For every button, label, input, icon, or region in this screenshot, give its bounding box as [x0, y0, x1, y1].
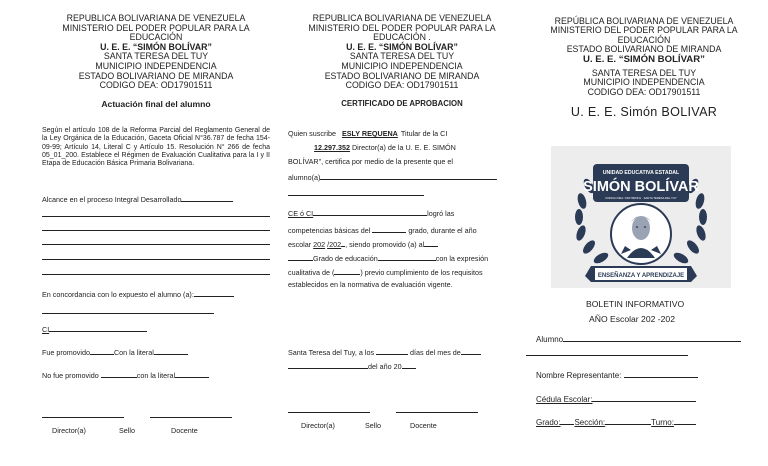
seal-name-text: SIMÓN BOLÍVAR	[583, 179, 699, 195]
header-school-name: U. E. E. “SIMÓN BOLÍVAR”	[100, 41, 212, 52]
header-line: REPUBLICA BOLIVARIANA DE VENEZUELA	[66, 13, 246, 23]
director-signature-line[interactable]	[288, 411, 370, 413]
shift-field[interactable]	[674, 416, 696, 425]
blank-line[interactable]	[42, 243, 270, 245]
seal-label: Sello	[119, 426, 135, 435]
header-line: ESTADO BOLIVARIANO DE MIRANDA	[566, 44, 722, 55]
header-line: MINISTERIO DEL PODER POPULAR PARA LA	[550, 25, 738, 36]
escolar-text-2: , siendo promovido (a) al	[345, 240, 425, 249]
director-ci-number: 12.297.352	[314, 143, 350, 152]
escolar-line	[288, 238, 438, 249]
grade-education-blank[interactable]	[378, 252, 436, 261]
header-school-name: U. E. E. “SIMÓN BOLÍVAR”	[346, 41, 458, 52]
student-name-field[interactable]	[563, 333, 741, 342]
bulletin-title: BOLETIN INFORMATIVO	[586, 299, 685, 309]
cualitativa-text: cualitativa de (	[288, 268, 335, 277]
header-line: EDUCACIÓN	[129, 32, 183, 43]
ci-director-line	[288, 143, 456, 152]
seal-top-text: UNIDAD EDUCATIVA ESTADAL	[602, 170, 680, 176]
alumno-line	[288, 171, 497, 182]
school-header	[36, 0, 276, 91]
school-id-label: Cédula Escolar:	[536, 395, 593, 404]
logro-text: logró las	[427, 209, 455, 218]
header-line: MUNICIPIO INDEPENDENCIA	[95, 60, 217, 71]
teacher-label: Docente	[410, 421, 437, 430]
shift-label: Turno:	[651, 418, 674, 427]
header-line: EDUCACIÓN .	[373, 32, 431, 43]
grado-line	[288, 252, 488, 263]
header-line: ESTADO BOLIVARIANO DE MIRANDA	[78, 70, 234, 81]
competencias-text: competencias básicas del	[288, 226, 371, 235]
quien-suscribe-line	[288, 129, 447, 138]
representative-line	[536, 369, 698, 380]
ce-ci-blank[interactable]	[313, 207, 427, 216]
blank-line[interactable]	[42, 229, 270, 231]
ci-text: CI	[42, 325, 50, 334]
grado-text: Grado de educación	[313, 254, 378, 263]
grado-text-2: con la expresión	[435, 254, 489, 263]
year-start: 202	[313, 240, 326, 249]
cualitativa-text-2: ) previo cumplimiento de los requisitos	[360, 268, 483, 277]
seal-label: Sello	[365, 421, 381, 430]
student-label: Alumno	[536, 335, 564, 344]
promoted-blank[interactable]	[90, 346, 114, 355]
school-id-field[interactable]	[592, 393, 696, 402]
promoted-text: Fue promovido	[42, 348, 90, 357]
concordancia-label	[42, 288, 234, 299]
school-seal-image	[551, 146, 731, 288]
section-title: Actuación final del alumno	[101, 98, 211, 109]
quien-text: Quien suscribe	[288, 129, 336, 138]
not-promoted-literal-blank[interactable]	[175, 369, 209, 378]
ci-blank[interactable]	[49, 323, 147, 332]
final-performance-panel	[36, 0, 276, 466]
establecidos-line: establecidos en la normativa de evaluación vigente.	[288, 280, 453, 289]
header-line: MINISTERIO DEL PODER POPULAR PARA LA	[308, 22, 496, 33]
teacher-signature-line[interactable]	[150, 416, 232, 418]
promoted-to-blank[interactable]	[424, 238, 438, 247]
titular-text: Titular de la CI	[400, 129, 448, 138]
header-line: MINISTERIO DEL PODER POPULAR PARA LA	[62, 22, 250, 33]
not-promoted-blank[interactable]	[101, 369, 137, 378]
header-line: REPUBLICA BOLIVARIANA DE VENEZUELA	[312, 13, 492, 23]
section-field[interactable]	[605, 416, 651, 425]
blank-line[interactable]	[288, 360, 368, 369]
school-id-line	[536, 393, 696, 404]
day-blank[interactable]	[376, 346, 408, 355]
blank-line[interactable]	[42, 215, 270, 217]
representative-field[interactable]	[624, 369, 698, 378]
header-line: CODIGO DEA: OD17901511	[345, 80, 459, 91]
seal-small-text: CODIGO DEA: OD17901511 · SANTA TERESA DEL TUY	[605, 196, 677, 200]
header-line: REPÚBLICA BOLIVARIANA DE VENEZUELA	[554, 16, 734, 26]
regulation-paragraph: Según el artículo 108 de la Reforma Parcial del Reglamento General de la Ley Orgánica de la Educación, Gaceta Oficial N°36.787 de fecha 154-09-99; Artículo 14, Literal C y Artículo 15. Resolución N° 266 de fecha 05_01_200. Establece el Régimen de Evaluación Cualitativa para la I y II Etapa de Educación Básica Primaria Bolivariana.	[42, 127, 270, 168]
director-label: Director(a)	[52, 426, 86, 435]
ci-label	[42, 323, 147, 334]
blank-line[interactable]	[42, 258, 270, 260]
del-ano-text: del año 20	[368, 362, 402, 371]
not-promoted-text: No fue promovido	[42, 371, 99, 380]
year-suffix-blank[interactable]	[402, 360, 416, 369]
motto-text: ENSEÑANZA Y APRENDIZAJE	[597, 273, 685, 279]
school-year-label: AÑO Escolar 202 -202	[589, 314, 675, 324]
header-line: MUNICIPIO INDEPENDENCIA	[583, 77, 705, 88]
representative-label: Nombre Representante:	[536, 371, 622, 380]
concordancia-text: En concordancia con lo expuesto el alumno (a):	[42, 290, 194, 299]
grade-number-blank[interactable]	[288, 252, 313, 261]
ce-ci-line	[288, 207, 454, 218]
director-signature-line[interactable]	[42, 416, 124, 418]
school-header	[526, 0, 762, 97]
student-line	[536, 333, 741, 344]
bolivar-cert-line: BOLÍVAR", certifica por medio de la presente que el	[288, 157, 454, 166]
seal-emblem	[551, 146, 731, 288]
director-text: Director(a) de la U. E. E. SIMÓN	[351, 143, 456, 152]
alcance-label	[42, 193, 233, 204]
promoted-literal-text: Con la literal	[113, 348, 154, 357]
header-line: SANTA TERESA DEL TUY	[349, 51, 455, 62]
literal-blank[interactable]	[334, 266, 360, 275]
header-line: EDUCACIÓN	[617, 34, 671, 45]
blank-line[interactable]	[42, 312, 214, 314]
year-line	[288, 360, 416, 371]
santa-teresa-text: Santa Teresa del Tuy, a los	[288, 348, 375, 357]
director-label: Director(a)	[301, 421, 335, 430]
director-name: ESLY REQUENA	[341, 129, 398, 138]
ce-ci-text: CE ó CI	[288, 209, 314, 218]
competencias-text-2: grado, durante el año	[408, 226, 477, 235]
school-name-title: U. E. E. Simón BOLIVAR	[570, 105, 718, 120]
month-blank[interactable]	[461, 346, 481, 355]
grade-field[interactable]	[560, 416, 574, 425]
header-line: MUNICIPIO INDEPENDENCIA	[341, 60, 463, 71]
promoted-line	[42, 346, 188, 357]
grade-blank[interactable]	[372, 224, 406, 233]
header-school-name: U. E. E. “SIMÓN BOLÍVAR”	[583, 53, 705, 65]
not-promoted-line	[42, 369, 209, 380]
section-label: Sección:	[574, 418, 606, 427]
alcance-text: Alcance en el proceso Integral Desarrollado	[42, 195, 182, 204]
alcance-blank[interactable]	[181, 193, 233, 202]
teacher-signature-line[interactable]	[396, 411, 478, 413]
concordancia-blank[interactable]	[194, 288, 234, 297]
not-promoted-literal-text: con la literal	[136, 371, 176, 380]
header-line: ESTADO BOLIVARIANO DE MIRANDA	[324, 70, 480, 81]
blank-line[interactable]	[42, 273, 270, 275]
escolar-text: escolar	[288, 240, 312, 249]
header-line: SANTA TERESA DEL TUY	[591, 68, 697, 79]
alumno-text: alumno(a)	[288, 173, 321, 182]
month-text: días del mes de	[410, 348, 461, 357]
header-line: CODIGO DEA: OD17901511	[587, 86, 701, 97]
school-header	[286, 0, 518, 91]
competencias-line	[288, 224, 477, 235]
grade-label: Grado:	[536, 418, 561, 427]
alumno-blank[interactable]	[320, 171, 497, 180]
grade-section-line	[536, 416, 696, 427]
cualitativa-line	[288, 266, 483, 277]
santa-teresa-line	[288, 346, 481, 357]
certificate-title: CERTIFICADO DE APROBACION	[341, 98, 463, 108]
header-line: SANTA TERESA DEL TUY	[103, 51, 209, 62]
promoted-literal-blank[interactable]	[154, 346, 188, 355]
blank-line[interactable]	[288, 194, 424, 196]
blank-line[interactable]	[526, 354, 688, 356]
year-end: /202	[327, 240, 342, 249]
header-line: CODIGO DEA: OD17901511	[99, 80, 213, 91]
teacher-label: Docente	[171, 426, 198, 435]
